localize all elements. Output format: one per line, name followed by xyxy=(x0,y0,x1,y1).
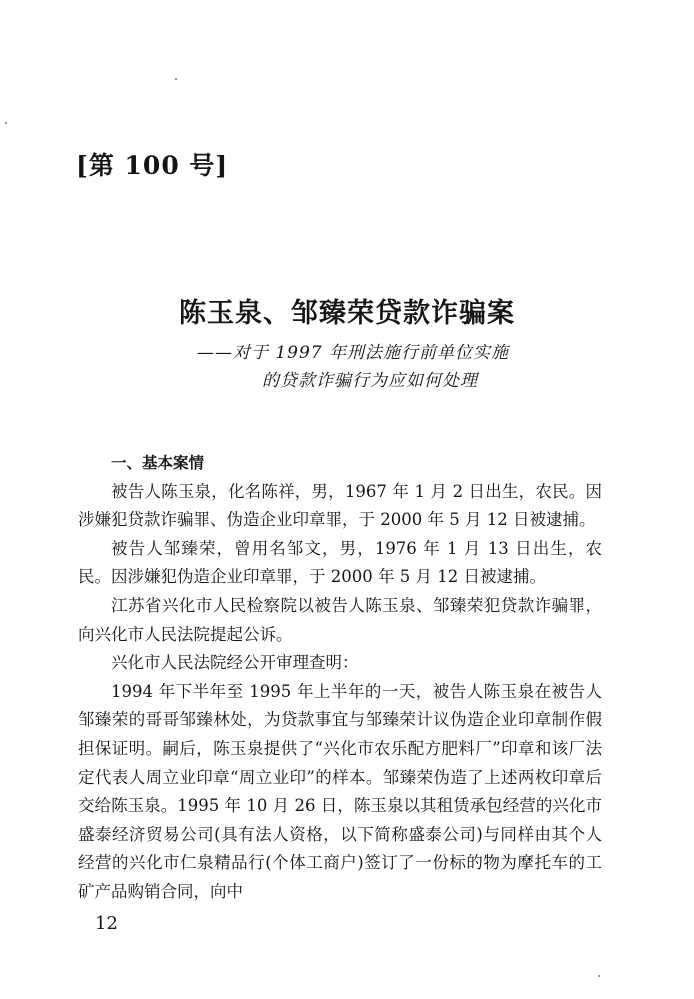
subtitle-line-2: 的贷款诈骗行为应如何处理 xyxy=(262,371,478,391)
scan-speck xyxy=(598,975,600,977)
scan-speck xyxy=(175,78,177,80)
case-number: [第 100 号] xyxy=(76,151,229,180)
subtitle-line-1: ——对于 1997 年刑法施行前单位实施 xyxy=(196,343,510,363)
paragraph: 江苏省兴化市人民检察院以被告人陈玉泉、邹臻荣犯贷款诈骗罪，向兴化市人民法院提起公诉。 xyxy=(78,595,602,644)
body-text xyxy=(78,449,602,907)
section-heading: 一、基本案情 xyxy=(111,454,205,472)
page-number: 12 xyxy=(95,913,118,934)
paragraph: 被告人陈玉泉，化名陈祥，男，1967 年 1 月 2 日出生，农民。因涉嫌犯贷款诈骗罪、伪造企业印章罪，于 2000 年 5 月 12 日被逮捕。 xyxy=(78,481,602,530)
paragraph: 兴化市人民法院经公开审理查明： xyxy=(111,653,359,673)
paragraph: 被告人邹臻荣，曾用名邹文，男，1976 年 1 月 13 日出生，农民。因涉嫌犯伪造企业印章罪，于 2000 年 5 月 12 日被逮捕。 xyxy=(78,538,602,587)
article-title: 陈玉泉、邹臻荣贷款诈骗案 xyxy=(179,298,515,329)
scan-speck xyxy=(5,122,7,124)
paragraph: 1994 年下半年至 1995 年上半年的一天，被告人陈玉泉在被告人邹臻荣的哥哥邹臻林处，为贷款事宜与邹臻荣计议伪造企业印章制作假担保证明。嗣后，陈玉泉提供了“兴化市农乐配方肥料厂”印章和该厂法定代表人周立业印章“周立业印”的样本。邹臻荣伪造了上述两枚印章后交给陈玉泉。1995 年 10 月 26 日，陈玉泉以其租赁承包经营的兴化市盛泰经济贸易公司(具有法人资格，以下简称盛泰公司)与同样由其个人经营的兴化市仁泉精品行(个体工商户)签订了一份标的物为摩托车的工矿产品购销合同，向中 xyxy=(78,681,602,901)
